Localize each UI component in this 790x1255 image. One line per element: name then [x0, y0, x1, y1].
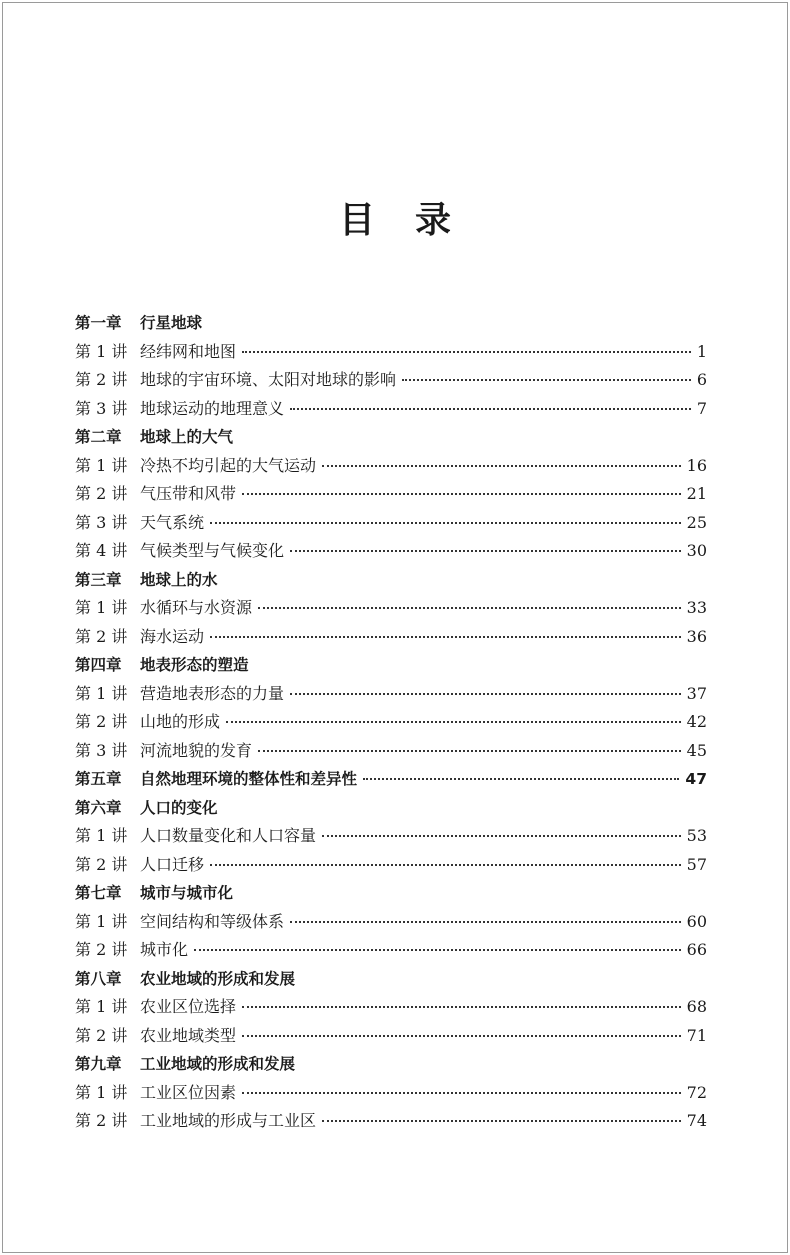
- entry-number: 第八章: [75, 969, 122, 988]
- toc-lecture: [75, 509, 707, 538]
- toc-chapter: [75, 566, 707, 595]
- entry-page: 68: [686, 997, 707, 1016]
- entry-number: 第 3 讲: [75, 398, 128, 418]
- entry-title: 行星地球: [140, 314, 203, 332]
- entry-title: 水循环与水资源: [140, 598, 253, 617]
- entry-title: 地表形态的塑造: [140, 656, 249, 674]
- toc-lecture: [75, 851, 707, 880]
- toc-lecture: [75, 594, 707, 623]
- dot-leader: [210, 522, 681, 524]
- dot-leader: [322, 1120, 681, 1122]
- entry-page: 30: [686, 541, 707, 560]
- entry-number: 第 4 讲: [75, 541, 128, 560]
- entry-title: 河流地貌的发育: [140, 740, 253, 760]
- toc-lecture: [75, 822, 707, 851]
- entry-number: 第 1 讲: [75, 455, 128, 475]
- entry-number: 第三章: [75, 570, 122, 589]
- dot-leader: [322, 835, 681, 837]
- entry-page: 7: [696, 398, 707, 418]
- toc-lecture: [75, 366, 707, 395]
- dot-leader: [290, 550, 681, 552]
- entry-title: 城市与城市化: [140, 884, 234, 902]
- entry-page: 33: [686, 598, 707, 617]
- dot-leader: [258, 750, 681, 752]
- dot-leader: [226, 721, 681, 723]
- entry-title: 人口数量变化和人口容量: [140, 826, 317, 845]
- dot-leader: [194, 949, 681, 951]
- entry-number: 第 1 讲: [75, 598, 128, 617]
- entry-page: 71: [686, 1025, 707, 1045]
- entry-number: 第二章: [75, 428, 122, 446]
- entry-page: 36: [686, 626, 707, 646]
- toc-lecture: [75, 395, 707, 424]
- dot-leader: [242, 493, 681, 495]
- entry-page: 66: [686, 940, 707, 959]
- entry-number: 第 1 讲: [75, 911, 128, 931]
- entry-page: 16: [686, 455, 707, 475]
- dot-leader: [210, 636, 681, 638]
- toc-lecture: [75, 1022, 707, 1051]
- entry-number: 第 1 讲: [75, 826, 128, 845]
- entry-page: 21: [686, 484, 707, 503]
- entry-number: 第 2 讲: [75, 370, 128, 389]
- entry-page: 53: [686, 826, 707, 845]
- toc-chapter: [75, 423, 707, 452]
- entry-number: 第 1 讲: [75, 997, 128, 1016]
- dot-leader: [242, 1006, 681, 1008]
- entry-page: 37: [686, 683, 707, 703]
- dot-leader: [210, 864, 681, 866]
- entry-title: 地球的宇宙环境、太阳对地球的影响: [140, 370, 397, 389]
- entry-number: 第六章: [75, 798, 122, 817]
- entry-number: 第 3 讲: [75, 740, 128, 760]
- entry-number: 第七章: [75, 884, 122, 902]
- entry-title: 工业区位因素: [140, 1082, 237, 1102]
- dot-leader: [290, 921, 681, 923]
- toc-lecture: [75, 908, 707, 937]
- entry-number: 第一章: [75, 314, 122, 332]
- toc-lecture: [75, 993, 707, 1022]
- toc-lecture: [75, 936, 707, 965]
- toc-lecture: [75, 708, 707, 737]
- entry-title: 人口迁移: [140, 854, 205, 874]
- toc-chapter: [75, 879, 707, 908]
- toc-chapter: [75, 651, 707, 680]
- entry-number: 第 1 讲: [75, 1082, 128, 1102]
- toc-lecture: [75, 537, 707, 566]
- entry-page: 60: [686, 911, 707, 931]
- page-title: 目录: [338, 200, 491, 241]
- toc-lecture: [75, 680, 707, 709]
- entry-page: 72: [686, 1082, 707, 1102]
- entry-title: 空间结构和等级体系: [140, 911, 285, 931]
- entry-title: 地球运动的地理意义: [140, 398, 285, 418]
- entry-page: 6: [696, 370, 707, 389]
- entry-number: 第 2 讲: [75, 484, 128, 503]
- toc-lecture: [75, 1079, 707, 1108]
- entry-number: 第 2 讲: [75, 1025, 128, 1045]
- table-of-contents: [75, 309, 707, 1136]
- entry-number: 第 1 讲: [75, 683, 128, 703]
- entry-page: 57: [686, 854, 707, 874]
- toc-lecture: [75, 737, 707, 766]
- dot-leader: [290, 693, 681, 695]
- entry-title: 海水运动: [140, 626, 205, 646]
- entry-page: 74: [686, 1111, 707, 1130]
- toc-lecture: [75, 480, 707, 509]
- entry-number: 第五章: [75, 770, 122, 788]
- entry-title: 经纬网和地图: [140, 341, 237, 361]
- entry-title: 冷热不均引起的大气运动: [140, 455, 317, 475]
- entry-page: 47: [685, 770, 707, 788]
- entry-title: 农业区位选择: [140, 997, 237, 1016]
- entry-page: 42: [686, 712, 707, 731]
- entry-title: 气压带和风带: [140, 484, 237, 503]
- toc-chapter: [75, 794, 707, 823]
- dot-leader: [322, 465, 681, 467]
- entry-number: 第 2 讲: [75, 712, 128, 731]
- toc-chapter: [75, 965, 707, 994]
- entry-title: 天气系统: [140, 512, 205, 532]
- entry-number: 第 2 讲: [75, 1111, 128, 1130]
- entry-title: 人口的变化: [140, 798, 218, 817]
- entry-title: 气候类型与气候变化: [140, 541, 285, 560]
- entry-title: 农业地域的形成和发展: [140, 969, 296, 988]
- dot-leader: [242, 1035, 681, 1037]
- entry-number: 第四章: [75, 656, 122, 674]
- toc-chapter: [75, 309, 707, 338]
- dot-leader: [363, 778, 679, 780]
- toc-lecture: [75, 338, 707, 367]
- entry-title: 工业地域的形成与工业区: [140, 1111, 317, 1130]
- toc-lecture: [75, 1107, 707, 1136]
- toc-chapter: [75, 765, 707, 794]
- dot-leader: [402, 379, 691, 381]
- entry-number: 第九章: [75, 1055, 122, 1073]
- entry-title: 城市化: [140, 940, 189, 959]
- entry-title: 自然地理环境的整体性和差异性: [140, 770, 358, 788]
- entry-number: 第 3 讲: [75, 512, 128, 532]
- entry-title: 山地的形成: [140, 712, 221, 731]
- toc-chapter: [75, 1050, 707, 1079]
- dot-leader: [258, 607, 681, 609]
- entry-number: 第 2 讲: [75, 854, 128, 874]
- entry-title: 地球上的大气: [140, 428, 234, 446]
- entry-title: 地球上的水: [140, 570, 218, 589]
- entry-number: 第 2 讲: [75, 940, 128, 959]
- entry-page: 25: [686, 512, 707, 532]
- entry-title: 营造地表形态的力量: [140, 683, 285, 703]
- toc-lecture: [75, 623, 707, 652]
- entry-page: 45: [686, 740, 707, 760]
- entry-number: 第 2 讲: [75, 626, 128, 646]
- dot-leader: [290, 408, 691, 410]
- entry-page: 1: [696, 341, 707, 361]
- entry-title: 农业地域类型: [140, 1025, 237, 1045]
- entry-title: 工业地域的形成和发展: [140, 1055, 296, 1073]
- entry-number: 第 1 讲: [75, 341, 128, 361]
- dot-leader: [242, 1092, 681, 1094]
- toc-lecture: [75, 452, 707, 481]
- dot-leader: [242, 351, 691, 353]
